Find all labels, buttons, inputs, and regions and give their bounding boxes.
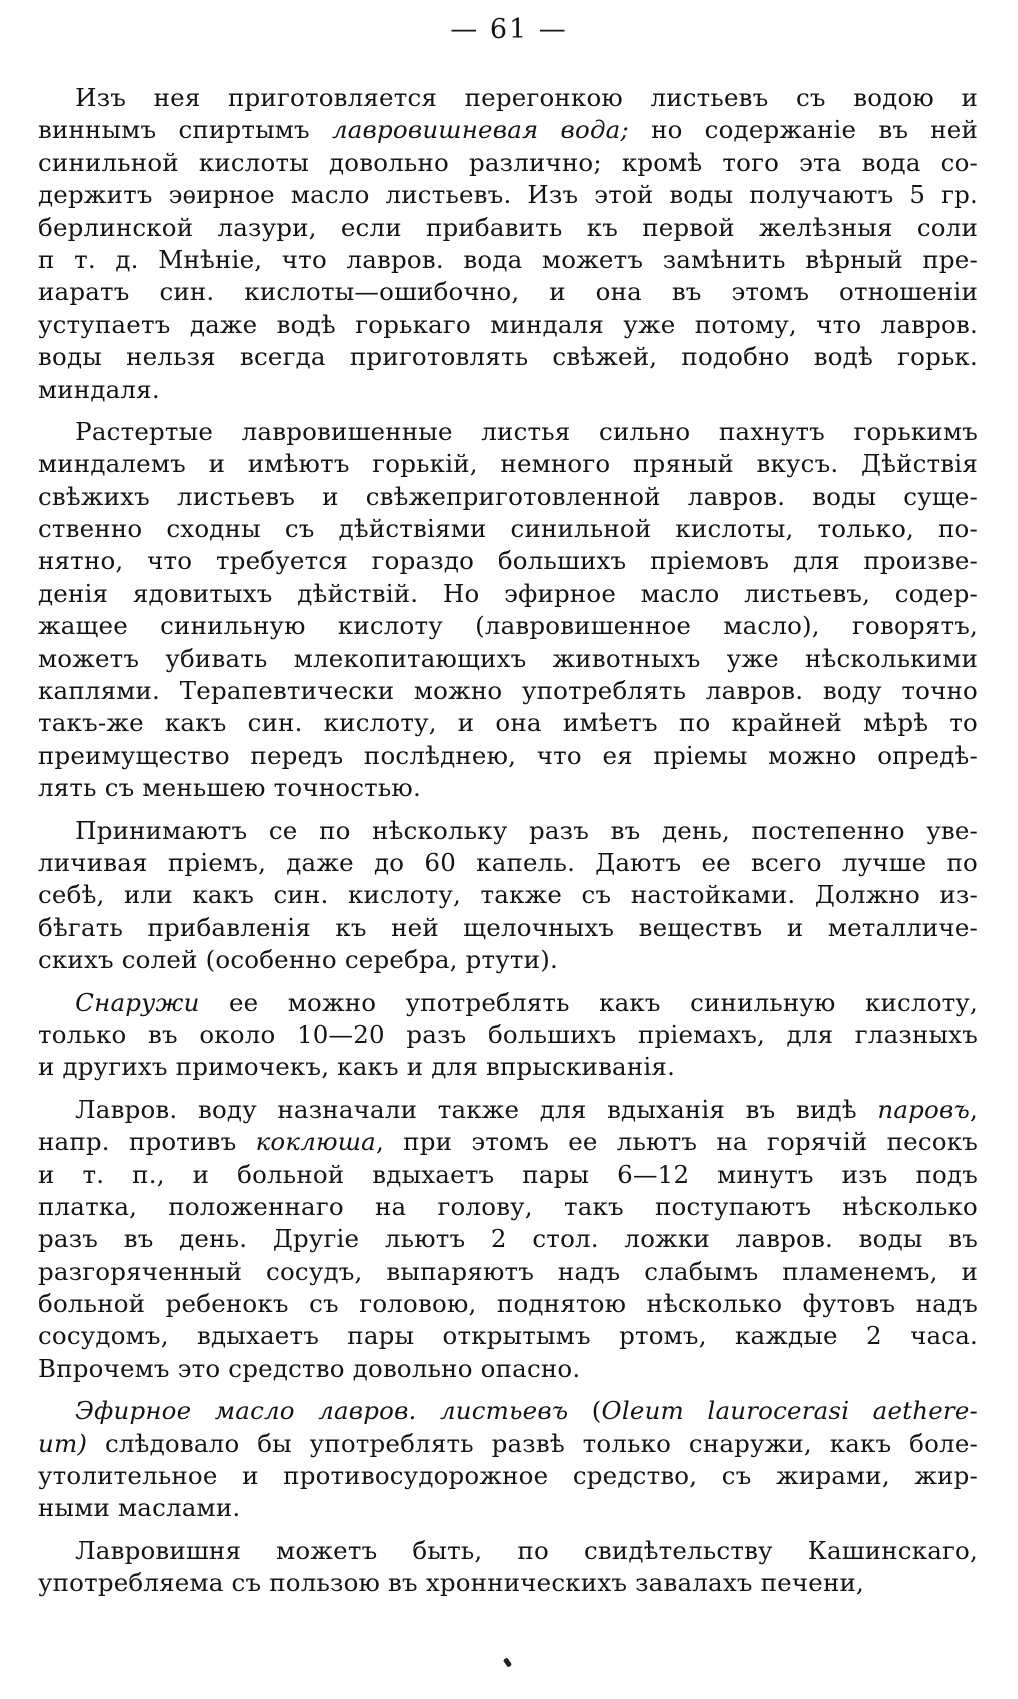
text-line (38, 179, 978, 211)
text-line (38, 1460, 978, 1492)
text-line (38, 1126, 978, 1158)
text-line (38, 987, 978, 1019)
text-run: скихъ солей (особенно серебра, ртути). (38, 945, 558, 975)
text-line (38, 740, 978, 772)
text-line (38, 545, 978, 577)
text-run: больной ребенокъ съ головою, поднятою нѣсколько футовъ надъ (38, 1289, 978, 1319)
text-line (38, 1094, 978, 1126)
page-number: — 61 — (450, 14, 568, 45)
text-run: такъ-же какъ син. кислоту, и она имѣетъ по крайней мѣрѣ то (38, 708, 978, 738)
text-run: , (970, 1094, 978, 1124)
text-line (38, 772, 978, 804)
text-line (38, 416, 978, 448)
paragraph (38, 1395, 978, 1525)
text-line (38, 374, 978, 406)
text-line (38, 341, 978, 373)
italic-text: Oleum laurocerasi aethere- (601, 1396, 978, 1426)
italic-text: коклюша (255, 1127, 376, 1157)
text-run: ( (568, 1396, 602, 1426)
text-line (38, 1320, 978, 1352)
text-line (38, 815, 978, 847)
paragraph-gap (38, 1525, 978, 1535)
text-run: разъ въ день. Другіе льютъ 2 стол. ложки лавров. воды въ (38, 1224, 978, 1254)
text-run: преимущество передъ послѣднею, что ея пріемы можно опредѣ- (38, 740, 978, 770)
text-run: берлинской лазури, если прибавить къ первой желѣзныя соли (38, 212, 978, 242)
text-line (38, 309, 978, 341)
italic-text: Эфирное масло лавров. листьевъ (75, 1396, 569, 1426)
text-run: миндаля. (38, 374, 160, 404)
text-line (38, 1492, 978, 1524)
text-run: платка, положеннаго на голову, такъ поступаютъ нѣсколько (38, 1191, 978, 1221)
text-run: ъ спиртымъ (140, 115, 332, 145)
text-run: Растертые лавровишенные листья сильно пахнутъ горькимъ (38, 416, 978, 446)
text-run: синильной кислоты довольно различно; кромѣ того эта вода со- (38, 147, 978, 177)
text-line (38, 1223, 978, 1255)
text-run: , при этомъ ее льютъ на горячій песокъ (375, 1127, 979, 1157)
text-run: ственно сходны съ дѣйствіями синильной кислоты, только, по- (38, 514, 978, 544)
text-run: употребляема съ пользою въ хронническихъ завалахъ печени, (38, 1568, 865, 1598)
paragraph (38, 82, 978, 406)
text-run: Принимаютъ се по нѣскольку разъ въ день, постепенно уве- (38, 815, 978, 845)
text-line (38, 1567, 978, 1599)
paragraph (38, 1535, 978, 1600)
text-run: можетъ убивать млекопитающихъ животныхъ уже нѣсколькими (38, 643, 978, 673)
text-run: Изъ нея приготовляется перегонкою листьевъ съ водою и (38, 83, 978, 112)
text-line (38, 675, 978, 707)
paragraph-gap (38, 805, 978, 815)
text-run: разгоряченный сосудъ, выпаряютъ надъ слабымъ пламенемъ, и (38, 1256, 978, 1286)
italic-text: паровъ (877, 1094, 970, 1124)
text-run: ными маслами. (38, 1493, 241, 1523)
text-line (38, 912, 978, 944)
italic-text: лавровишневая вода; (331, 115, 629, 145)
text-run: миндалемъ и имѣютъ горькій, немного пряный вкусъ. Дѣйствія (38, 449, 978, 479)
text-line (38, 1051, 978, 1083)
text-run: жащее синильную кислоту (лавровишенное масло), говорятъ, (38, 611, 978, 641)
text-line (38, 879, 978, 911)
text-line (38, 578, 978, 610)
text-run: Лавров. воду назначали также для вдыханія въ видѣ (38, 1094, 878, 1124)
text-run: Лавровишня можетъ быть, по свидѣтельству Кашинскаго, (38, 1535, 978, 1565)
text-line (38, 847, 978, 879)
text-line (38, 610, 978, 642)
text-run: бѣгать прибавленія къ ней щелочныхъ веществъ и металличе- (38, 912, 978, 942)
body-text (38, 82, 978, 1600)
text-line (38, 1428, 978, 1460)
text-line (38, 1019, 978, 1051)
text-line (38, 448, 978, 480)
text-run: держитъ эѳирное масло листьевъ. Изъ этой воды получаютъ 5 гр. (38, 180, 978, 210)
text-line (38, 481, 978, 513)
paragraph-gap (38, 1385, 978, 1395)
paragraph (38, 1094, 978, 1386)
text-run: ее можно употреблять какъ синильную кислоту, (199, 987, 978, 1017)
ink-mark (503, 1657, 512, 1667)
text-run: воды нельзя всегда приготовлять свѣжей, подобно водѣ горьк. (38, 342, 978, 372)
text-run: утолительное и противосудорожное средство, съ жирами, жир- (38, 1461, 978, 1491)
paragraph (38, 987, 978, 1084)
paragraph-gap (38, 977, 978, 987)
text-run: напр. противъ (38, 1127, 256, 1157)
text-run: иаратъ син. кислоты—ошибочно, и она въ этомъ отношеніи (38, 277, 978, 307)
text-run: Впрочемъ это средство довольно опасно. (38, 1353, 581, 1383)
text-line (38, 944, 978, 976)
text-line (38, 1288, 978, 1320)
text-run: слѣдовало бы употреблять развѣ только снаружи, какъ боле- (87, 1428, 978, 1458)
text-run: каплями. Терапевтически можно употреблять лавров. воду точно (38, 676, 978, 706)
text-run: денія ядовитыхъ дѣйствій. Но эфирное масло листьевъ, содер- (38, 578, 978, 608)
text-run: личивая пріемъ, даже до 60 капель. Даютъ ее всего лучше по (38, 847, 978, 877)
text-run: и другихъ примочекъ, какъ и для впрыскиванія. (38, 1052, 676, 1082)
text-line (38, 114, 978, 146)
text-line (38, 707, 978, 739)
text-run: винным (38, 115, 141, 145)
text-line (38, 276, 978, 308)
paragraph (38, 416, 978, 805)
text-run (38, 988, 75, 1017)
text-line (38, 1159, 978, 1191)
text-line (38, 1535, 978, 1567)
text-line (38, 643, 978, 675)
text-run: п т. д. Мнѣніе, что лавров. вода можетъ замѣнить вѣрный пре- (38, 244, 978, 274)
text-run: лять съ меньшею точностью. (38, 773, 421, 803)
text-run: уступаетъ даже водѣ горькаго миндаля уже потому, что лавров. (38, 309, 978, 339)
italic-text: um) (38, 1428, 88, 1458)
text-line (38, 212, 978, 244)
text-run: и т. п., и больной вдыхаетъ пары 6—12 минутъ изъ подъ (38, 1159, 978, 1189)
text-run: но содержаніе въ ней (628, 115, 979, 145)
text-line (38, 1256, 978, 1288)
text-run: нятно, что требуется гораздо большихъ пріемовъ для произве- (38, 546, 978, 576)
text-run (38, 1396, 75, 1425)
text-line (38, 82, 978, 114)
text-line (38, 147, 978, 179)
text-line (38, 1395, 978, 1427)
text-line (38, 244, 978, 276)
text-line (38, 513, 978, 545)
text-line (38, 1353, 978, 1385)
text-run: только въ около 10—20 разъ большихъ пріемахъ, для глазныхъ (38, 1019, 978, 1049)
text-run: свѣжихъ листьевъ и свѣжеприготовленной лавров. воды суще- (38, 481, 978, 511)
italic-text: Снаружи (75, 987, 200, 1017)
paragraph (38, 815, 978, 977)
paragraph-gap (38, 1084, 978, 1094)
paragraph-gap (38, 406, 978, 416)
text-run: сосудомъ, вдыхаетъ пары открытымъ ртомъ, каждые 2 часа. (38, 1321, 978, 1351)
text-line (38, 1191, 978, 1223)
text-run: себѣ, или какъ син. кислоту, также съ настойками. Должно из- (38, 880, 978, 910)
